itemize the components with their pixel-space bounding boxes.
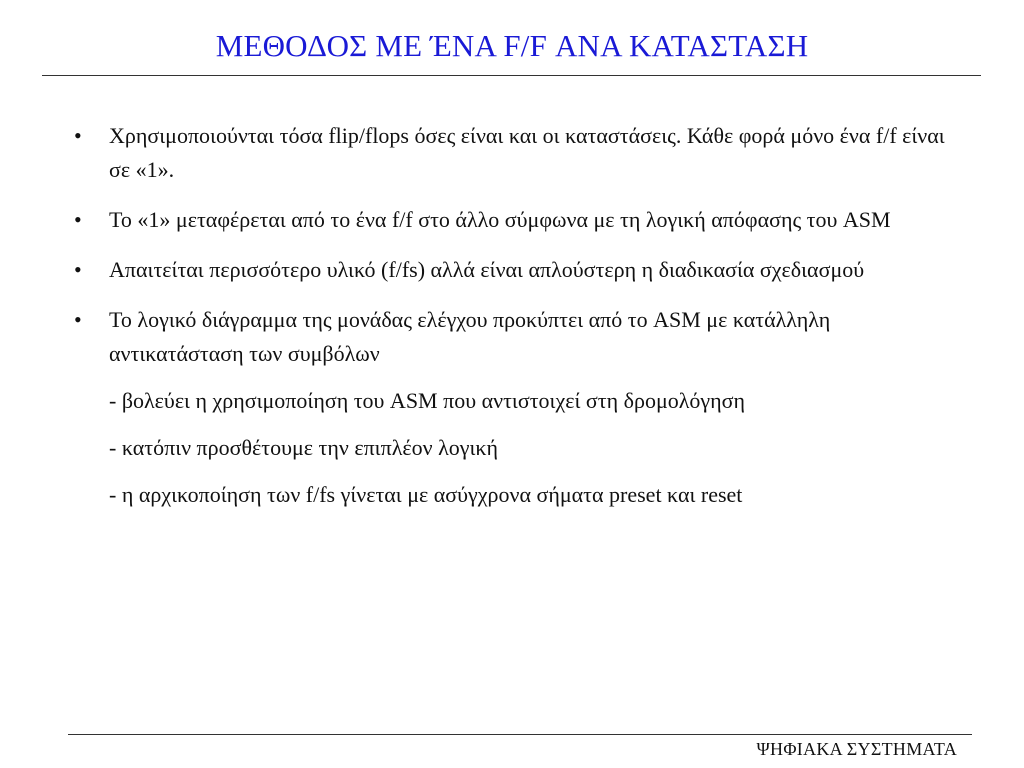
bullet-item (74, 119, 954, 187)
bullet-marker: • (74, 123, 82, 148)
sub-item: - κατόπιν προσθέτουμε την επιπλέον λογική (109, 435, 498, 460)
bullet-marker: • (74, 307, 82, 332)
bullet-item (74, 303, 954, 371)
bullet-text: Χρησιμοποιούνται τόσα flip/flops όσες είναι και οι καταστάσεις. Κάθε φορά μόνο ένα f/f είναι σε «1». (109, 123, 945, 182)
title-divider (42, 75, 981, 76)
bullet-text: Απαιτείται περισσότερο υλικό (f/fs) αλλά είναι απλούστερη η διαδικασία σχεδιασμού (109, 257, 865, 282)
sub-item: - βολεύει η χρησιμοποίηση του ASM που αντιστοιχεί στη δρομολόγηση (109, 388, 745, 413)
slide-content (74, 119, 954, 525)
bullet-item (74, 253, 954, 287)
bullet-marker: • (74, 207, 82, 232)
sub-item: - η αρχικοποίηση των f/fs γίνεται με ασύγχρονα σήματα preset και reset (109, 482, 743, 507)
bullet-text: Το «1» μεταφέρεται από το ένα f/f στο άλλο σύμφωνα με τη λογική απόφασης του ASM (109, 207, 891, 232)
bullet-marker: • (74, 257, 82, 282)
bullet-item (74, 203, 954, 237)
footer-text: ΨΗΦΙΑΚΑ ΣΥΣΤΗΜΑΤΑ (756, 739, 957, 759)
footer-divider (68, 734, 972, 735)
bullet-text: Το λογικό διάγραμμα της μονάδας ελέγχου προκύπτει από το ASM με κατάλληλη αντικατάσταση των συμβόλων (109, 307, 831, 366)
slide-title: ΜΕΘΟΔΟΣ ΜΕ ΈΝΑ F/F ΑΝΑ ΚΑΤΑΣΤΑΣΗ (215, 28, 809, 63)
